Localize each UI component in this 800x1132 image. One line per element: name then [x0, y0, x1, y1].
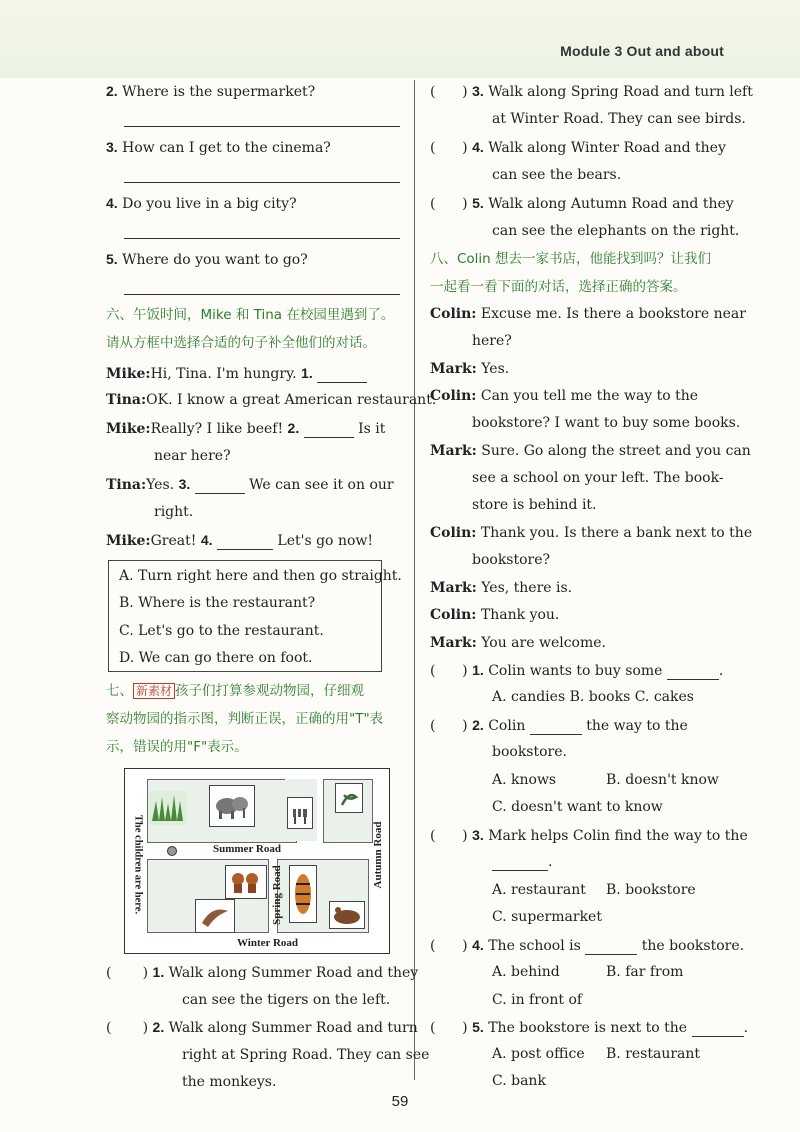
blank-4[interactable]: [217, 549, 273, 550]
dialog-mark-2: Mark: Sure. Go along the street and you can: [430, 443, 751, 459]
header-band: [0, 0, 800, 78]
dialog-colin-3-cont: bookstore?: [472, 552, 551, 568]
dialog-line-5: Mike:Great! 4. Let's go now!: [106, 532, 373, 549]
zebra-icon: [287, 797, 313, 829]
mc-blank-3[interactable]: [492, 870, 548, 871]
dialog-colin-4: Colin: Thank you.: [430, 607, 560, 623]
answer-paren-3[interactable]: ( ): [430, 84, 468, 100]
tf-item-3: ( ) 3. Walk along Spring Road and turn left: [430, 83, 753, 100]
mc-q5-option-c: C. bank: [492, 1073, 546, 1089]
question-3: 3. How can I get to the cinema?: [106, 139, 331, 156]
tf-item-5: ( ) 5. Walk along Autumn Road and they: [430, 195, 734, 212]
mc-blank-4[interactable]: [585, 954, 637, 955]
page-number: 59: [391, 1093, 409, 1110]
spring-road-label: Spring Road: [271, 865, 283, 925]
mc-blank-1[interactable]: [667, 679, 719, 680]
dialog-mark-1: Mark: Yes.: [430, 361, 510, 377]
mc-q2-option-a: A. knows: [492, 772, 557, 788]
tf-item-4: ( ) 4. Walk along Winter Road and they: [430, 139, 726, 156]
mc-q3-option-b: B. bookstore: [606, 882, 696, 898]
column-divider: [414, 80, 415, 1080]
section-8-instruction-2: 一起看一看下面的对话，选择正确的答案。: [430, 279, 687, 295]
tf-item-1-cont: can see the tigers on the left.: [182, 992, 391, 1008]
dialog-mark-3: Mark: Yes, there is.: [430, 580, 573, 596]
module-title: Module 3 Out and about: [560, 43, 724, 59]
mc-q4-option-c: C. in front of: [492, 992, 583, 1008]
option-b: B. Where is the restaurant?: [119, 595, 316, 611]
autumn-road-label: Autumn Road: [372, 821, 384, 889]
tf-item-2-cont: right at Spring Road. They can see: [182, 1047, 430, 1063]
dialog-line-1: Mike:Hi, Tina. I'm hungry. 1.: [106, 364, 367, 383]
tf-item-1: ( ) 1. Walk along Summer Road and they: [106, 964, 419, 981]
dialog-colin-2: Colin: Can you tell me the way to the: [430, 388, 699, 404]
summer-road-label: Summer Road: [213, 843, 281, 855]
grass-icon: [149, 791, 187, 825]
tiger-icon: [289, 865, 317, 923]
mc-question-2-cont: bookstore.: [492, 744, 567, 760]
option-a: A. Turn right here and then go straight.: [119, 568, 402, 584]
option-c: C. Let's go to the restaurant.: [119, 623, 324, 639]
dialog-line-4: Tina:Yes. 3. We can see it on our: [106, 476, 394, 493]
new-material-tag: 新素材: [133, 683, 175, 699]
question-4: 4. Do you live in a big city?: [106, 195, 297, 212]
mc-q2-option-c: C. doesn't want to know: [492, 799, 663, 815]
elephant-icon: [209, 785, 255, 827]
question-2: 2. Where is the supermarket?: [106, 83, 316, 100]
section-7-instruction-3: 示，错误的用"F"表示。: [106, 739, 248, 755]
mc-q3-option-c: C. supermarket: [492, 909, 602, 925]
mc-blank-5[interactable]: [692, 1036, 744, 1037]
mc-q4-option-b: B. far from: [606, 964, 684, 980]
bird-icon: [195, 899, 235, 933]
mc-blank-2[interactable]: [530, 734, 582, 735]
answer-line-2[interactable]: [124, 126, 400, 127]
dialog-line-3-cont: near here?: [154, 448, 231, 464]
winter-road-label: Winter Road: [237, 937, 299, 949]
answer-paren-5[interactable]: ( ): [430, 196, 468, 212]
blank-3[interactable]: [195, 493, 245, 494]
mc-question-2: ( ) 2. Colin the way to the: [430, 717, 688, 734]
mc-paren-1[interactable]: ( ): [430, 663, 468, 679]
section-7-instruction-1: 七、 新素材 孩子们打算参观动物园，仔细观: [106, 683, 365, 699]
mc-question-5: ( ) 5. The bookstore is next to the .: [430, 1019, 749, 1036]
options-box: [108, 560, 402, 672]
mc-q5-option-b: B. restaurant: [606, 1046, 701, 1062]
mc-question-3: ( ) 3. Mark helps Colin find the way to the: [430, 827, 748, 844]
answer-paren-2[interactable]: ( ): [106, 1020, 149, 1036]
tf-item-2-cont2: the monkeys.: [182, 1074, 277, 1090]
start-point-marker: [167, 846, 177, 856]
children-here-label: The children are here.: [132, 814, 144, 915]
tf-item-4-cont: can see the bears.: [492, 167, 622, 183]
dialog-colin-3: Colin: Thank you. Is there a bank next to the: [430, 525, 753, 541]
zoo-map: [124, 768, 390, 954]
tf-item-2: ( ) 2. Walk along Summer Road and turn: [106, 1019, 418, 1036]
section-6-instruction-1: 六、午饭时间，Mike 和 Tina 在校园里遇到了。: [106, 307, 395, 323]
mc-paren-3[interactable]: ( ): [430, 828, 468, 844]
section-8-instruction-1: 八、Colin 想去一家书店，他能找到吗？让我们: [430, 251, 712, 267]
dialog-line-4-cont: right.: [154, 504, 194, 520]
dialog-colin-2-cont: bookstore? I want to buy some books.: [472, 415, 741, 431]
mc-q4-option-a: A. behind: [492, 964, 560, 980]
dialog-line-2: Tina:OK. I know a great American restaurant.: [106, 392, 437, 408]
dialog-mark-4: Mark: You are welcome.: [430, 635, 606, 651]
dialog-colin-1: Colin: Excuse me. Is there a bookstore near: [430, 306, 746, 322]
dialog-mark-2-cont2: store is behind it.: [472, 497, 597, 513]
bear-icon: [329, 901, 365, 929]
answer-paren-4[interactable]: ( ): [430, 140, 468, 156]
section-6-instruction-2: 请从方框中选择合适的句子补全他们的对话。: [106, 335, 376, 351]
answer-paren-1[interactable]: ( ): [106, 965, 149, 981]
question-5: 5. Where do you want to go?: [106, 251, 308, 268]
snake-icon: [335, 783, 363, 813]
mc-q3-option-a: A. restaurant: [492, 882, 586, 898]
section-7-instruction-2: 察动物园的指示图，判断正误，正确的用"T"表: [106, 711, 384, 727]
blank-2[interactable]: [304, 437, 354, 438]
blank-1[interactable]: [317, 382, 367, 383]
tf-item-5-cont: can see the elephants on the right.: [492, 223, 740, 239]
mc-paren-5[interactable]: ( ): [430, 1020, 468, 1036]
mc-question-3-blank: .: [492, 853, 552, 871]
dialog-line-3: Mike:Really? I like beef! 2. Is it: [106, 420, 386, 437]
answer-line-5[interactable]: [124, 294, 400, 295]
dialog-mark-2-cont: see a school on your left. The book-: [472, 470, 724, 486]
mc-question-1: ( ) 1. Colin wants to buy some .: [430, 662, 724, 679]
mc-paren-4[interactable]: ( ): [430, 938, 468, 954]
option-d: D. We can go there on foot.: [119, 650, 313, 666]
tf-item-3-cont: at Winter Road. They can see birds.: [492, 111, 746, 127]
answer-line-4[interactable]: [124, 238, 400, 239]
dialog-colin-1-cont: here?: [472, 333, 512, 349]
answer-line-3[interactable]: [124, 182, 400, 183]
mc-q5-option-a: A. post office: [492, 1046, 585, 1062]
mc-question-1-options: A. candies B. books C. cakes: [492, 689, 694, 705]
monkey-icon: [225, 865, 267, 899]
mc-paren-2[interactable]: ( ): [430, 718, 468, 734]
mc-q2-option-b: B. doesn't know: [606, 772, 719, 788]
mc-question-4: ( ) 4. The school is the bookstore.: [430, 937, 745, 954]
